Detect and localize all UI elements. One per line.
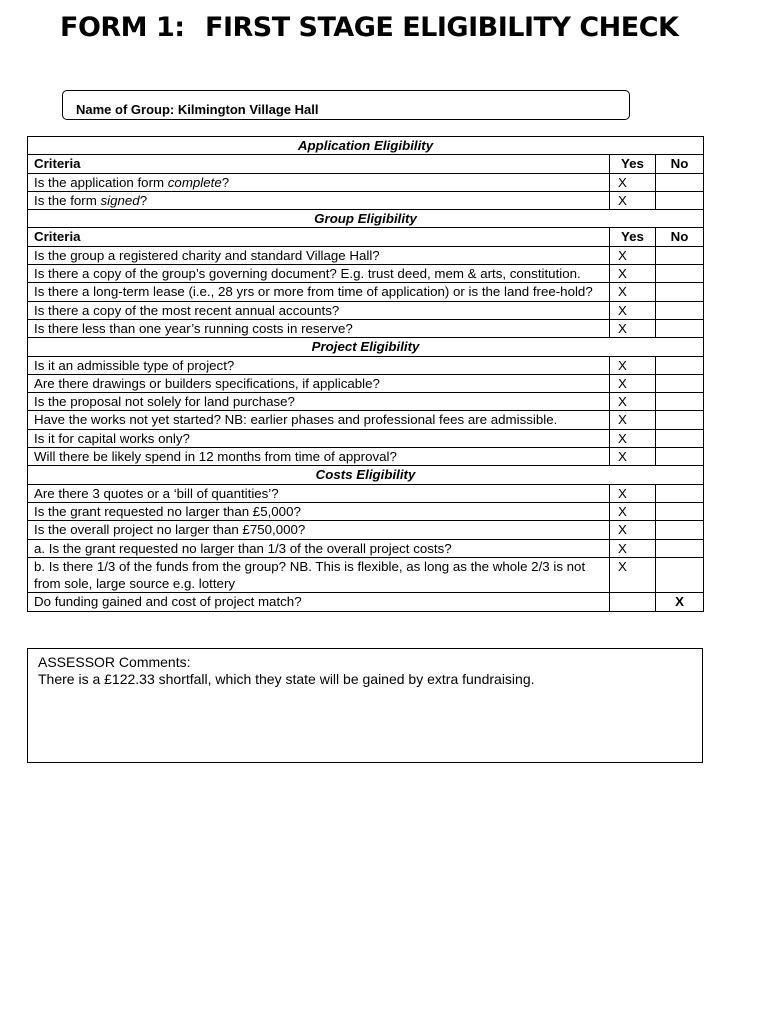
no-mark: X (656, 593, 704, 611)
yes-mark: X (610, 283, 656, 301)
section-title: Application Eligibility (28, 137, 704, 155)
criteria-text: Do funding gained and cost of project match? (28, 593, 610, 611)
criteria-text: Are there 3 quotes or a ‘bill of quantities’? (28, 484, 610, 502)
section-header-row (28, 137, 704, 155)
form-title (60, 12, 678, 43)
assessor-comments-label: ASSESSOR Comments: (38, 654, 191, 670)
criteria-text: Is there less than one year’s running costs in reserve? (28, 319, 610, 337)
yes-mark: X (610, 429, 656, 447)
no-mark (656, 356, 704, 374)
criteria-row (28, 356, 704, 374)
no-mark (656, 429, 704, 447)
criteria-header: Criteria (28, 155, 610, 173)
yes-header: Yes (610, 155, 656, 173)
yes-mark: X (610, 246, 656, 264)
yes-mark: X (610, 521, 656, 539)
criteria-text: Is the group a registered charity and standard Village Hall? (28, 246, 610, 264)
section-header-row (28, 338, 704, 356)
criteria-row (28, 484, 704, 502)
yes-mark: X (610, 319, 656, 337)
criteria-row (28, 301, 704, 319)
no-mark (656, 301, 704, 319)
eligibility-table (27, 136, 704, 612)
criteria-row (28, 393, 704, 411)
criteria-text: a. Is the grant requested no larger than 1/3 of the overall project costs? (28, 539, 610, 557)
criteria-text: Is the application form complete? (28, 173, 610, 191)
no-mark (656, 374, 704, 392)
criteria-row (28, 539, 704, 557)
no-mark (656, 502, 704, 520)
no-mark (656, 411, 704, 429)
criteria-row (28, 191, 704, 209)
group-name-value: Kilmington Village Hall (177, 102, 319, 117)
no-mark (656, 246, 704, 264)
yes-mark: X (610, 502, 656, 520)
criteria-header: Criteria (28, 228, 610, 246)
yes-header: Yes (610, 228, 656, 246)
section-title: Group Eligibility (28, 210, 704, 228)
no-mark (656, 521, 704, 539)
no-mark (656, 393, 704, 411)
no-mark (656, 539, 704, 557)
criteria-row (28, 374, 704, 392)
group-name-box (62, 90, 630, 120)
no-mark (656, 448, 704, 466)
column-header-row (28, 155, 704, 173)
criteria-text: Have the works not yet started? NB: earlier phases and professional fees are admissible. (28, 411, 610, 429)
yes-mark: X (610, 301, 656, 319)
no-mark (656, 484, 704, 502)
criteria-text: Is it an admissible type of project? (28, 356, 610, 374)
section-header-row (28, 466, 704, 484)
no-header: No (656, 228, 704, 246)
assessor-comments-text: There is a £122.33 shortfall, which they state will be gained by extra fundraising. (38, 671, 535, 687)
criteria-row (28, 265, 704, 283)
criteria-row (28, 593, 704, 611)
criteria-text: Is there a copy of the group’s governing document? E.g. trust deed, mem & arts, constitution. (28, 265, 610, 283)
form-number: FORM 1: (60, 12, 185, 43)
criteria-text: b. Is there 1/3 of the funds from the group? NB. This is flexible, as long as the whole 2/3 is not from sole, large source e.g. lottery (28, 557, 610, 593)
yes-mark (610, 593, 656, 611)
criteria-text: Is the proposal not solely for land purchase? (28, 393, 610, 411)
no-mark (656, 173, 704, 191)
column-header-row (28, 228, 704, 246)
criteria-text: Is it for capital works only? (28, 429, 610, 447)
group-name-label: Name of Group: (76, 102, 175, 117)
yes-mark: X (610, 374, 656, 392)
criteria-row (28, 319, 704, 337)
criteria-row (28, 246, 704, 264)
criteria-row (28, 283, 704, 301)
criteria-text: Will there be likely spend in 12 months from time of approval? (28, 448, 610, 466)
yes-mark: X (610, 484, 656, 502)
yes-mark: X (610, 265, 656, 283)
criteria-text: Are there drawings or builders specifications, if applicable? (28, 374, 610, 392)
no-mark (656, 283, 704, 301)
yes-mark: X (610, 539, 656, 557)
yes-mark: X (610, 393, 656, 411)
no-mark (656, 265, 704, 283)
yes-mark: X (610, 448, 656, 466)
criteria-text: Is the grant requested no larger than £5,000? (28, 502, 610, 520)
assessor-comments-box (27, 648, 703, 763)
criteria-row (28, 173, 704, 191)
yes-mark: X (610, 356, 656, 374)
criteria-row (28, 557, 704, 593)
no-mark (656, 191, 704, 209)
criteria-row (28, 521, 704, 539)
no-header: No (656, 155, 704, 173)
yes-mark: X (610, 191, 656, 209)
criteria-row (28, 502, 704, 520)
form-heading: FIRST STAGE ELIGIBILITY CHECK (205, 12, 679, 43)
criteria-row (28, 448, 704, 466)
criteria-text: Is the overall project no larger than £750,000? (28, 521, 610, 539)
yes-mark: X (610, 411, 656, 429)
yes-mark: X (610, 557, 656, 593)
criteria-text: Is there a long-term lease (i.e., 28 yrs or more from time of application) or is the land free-hold? (28, 283, 610, 301)
section-title: Project Eligibility (28, 338, 704, 356)
criteria-text: Is there a copy of the most recent annual accounts? (28, 301, 610, 319)
criteria-row (28, 411, 704, 429)
yes-mark: X (610, 173, 656, 191)
criteria-text: Is the form signed? (28, 191, 610, 209)
section-header-row (28, 210, 704, 228)
no-mark (656, 319, 704, 337)
criteria-row (28, 429, 704, 447)
section-title: Costs Eligibility (28, 466, 704, 484)
no-mark (656, 557, 704, 593)
